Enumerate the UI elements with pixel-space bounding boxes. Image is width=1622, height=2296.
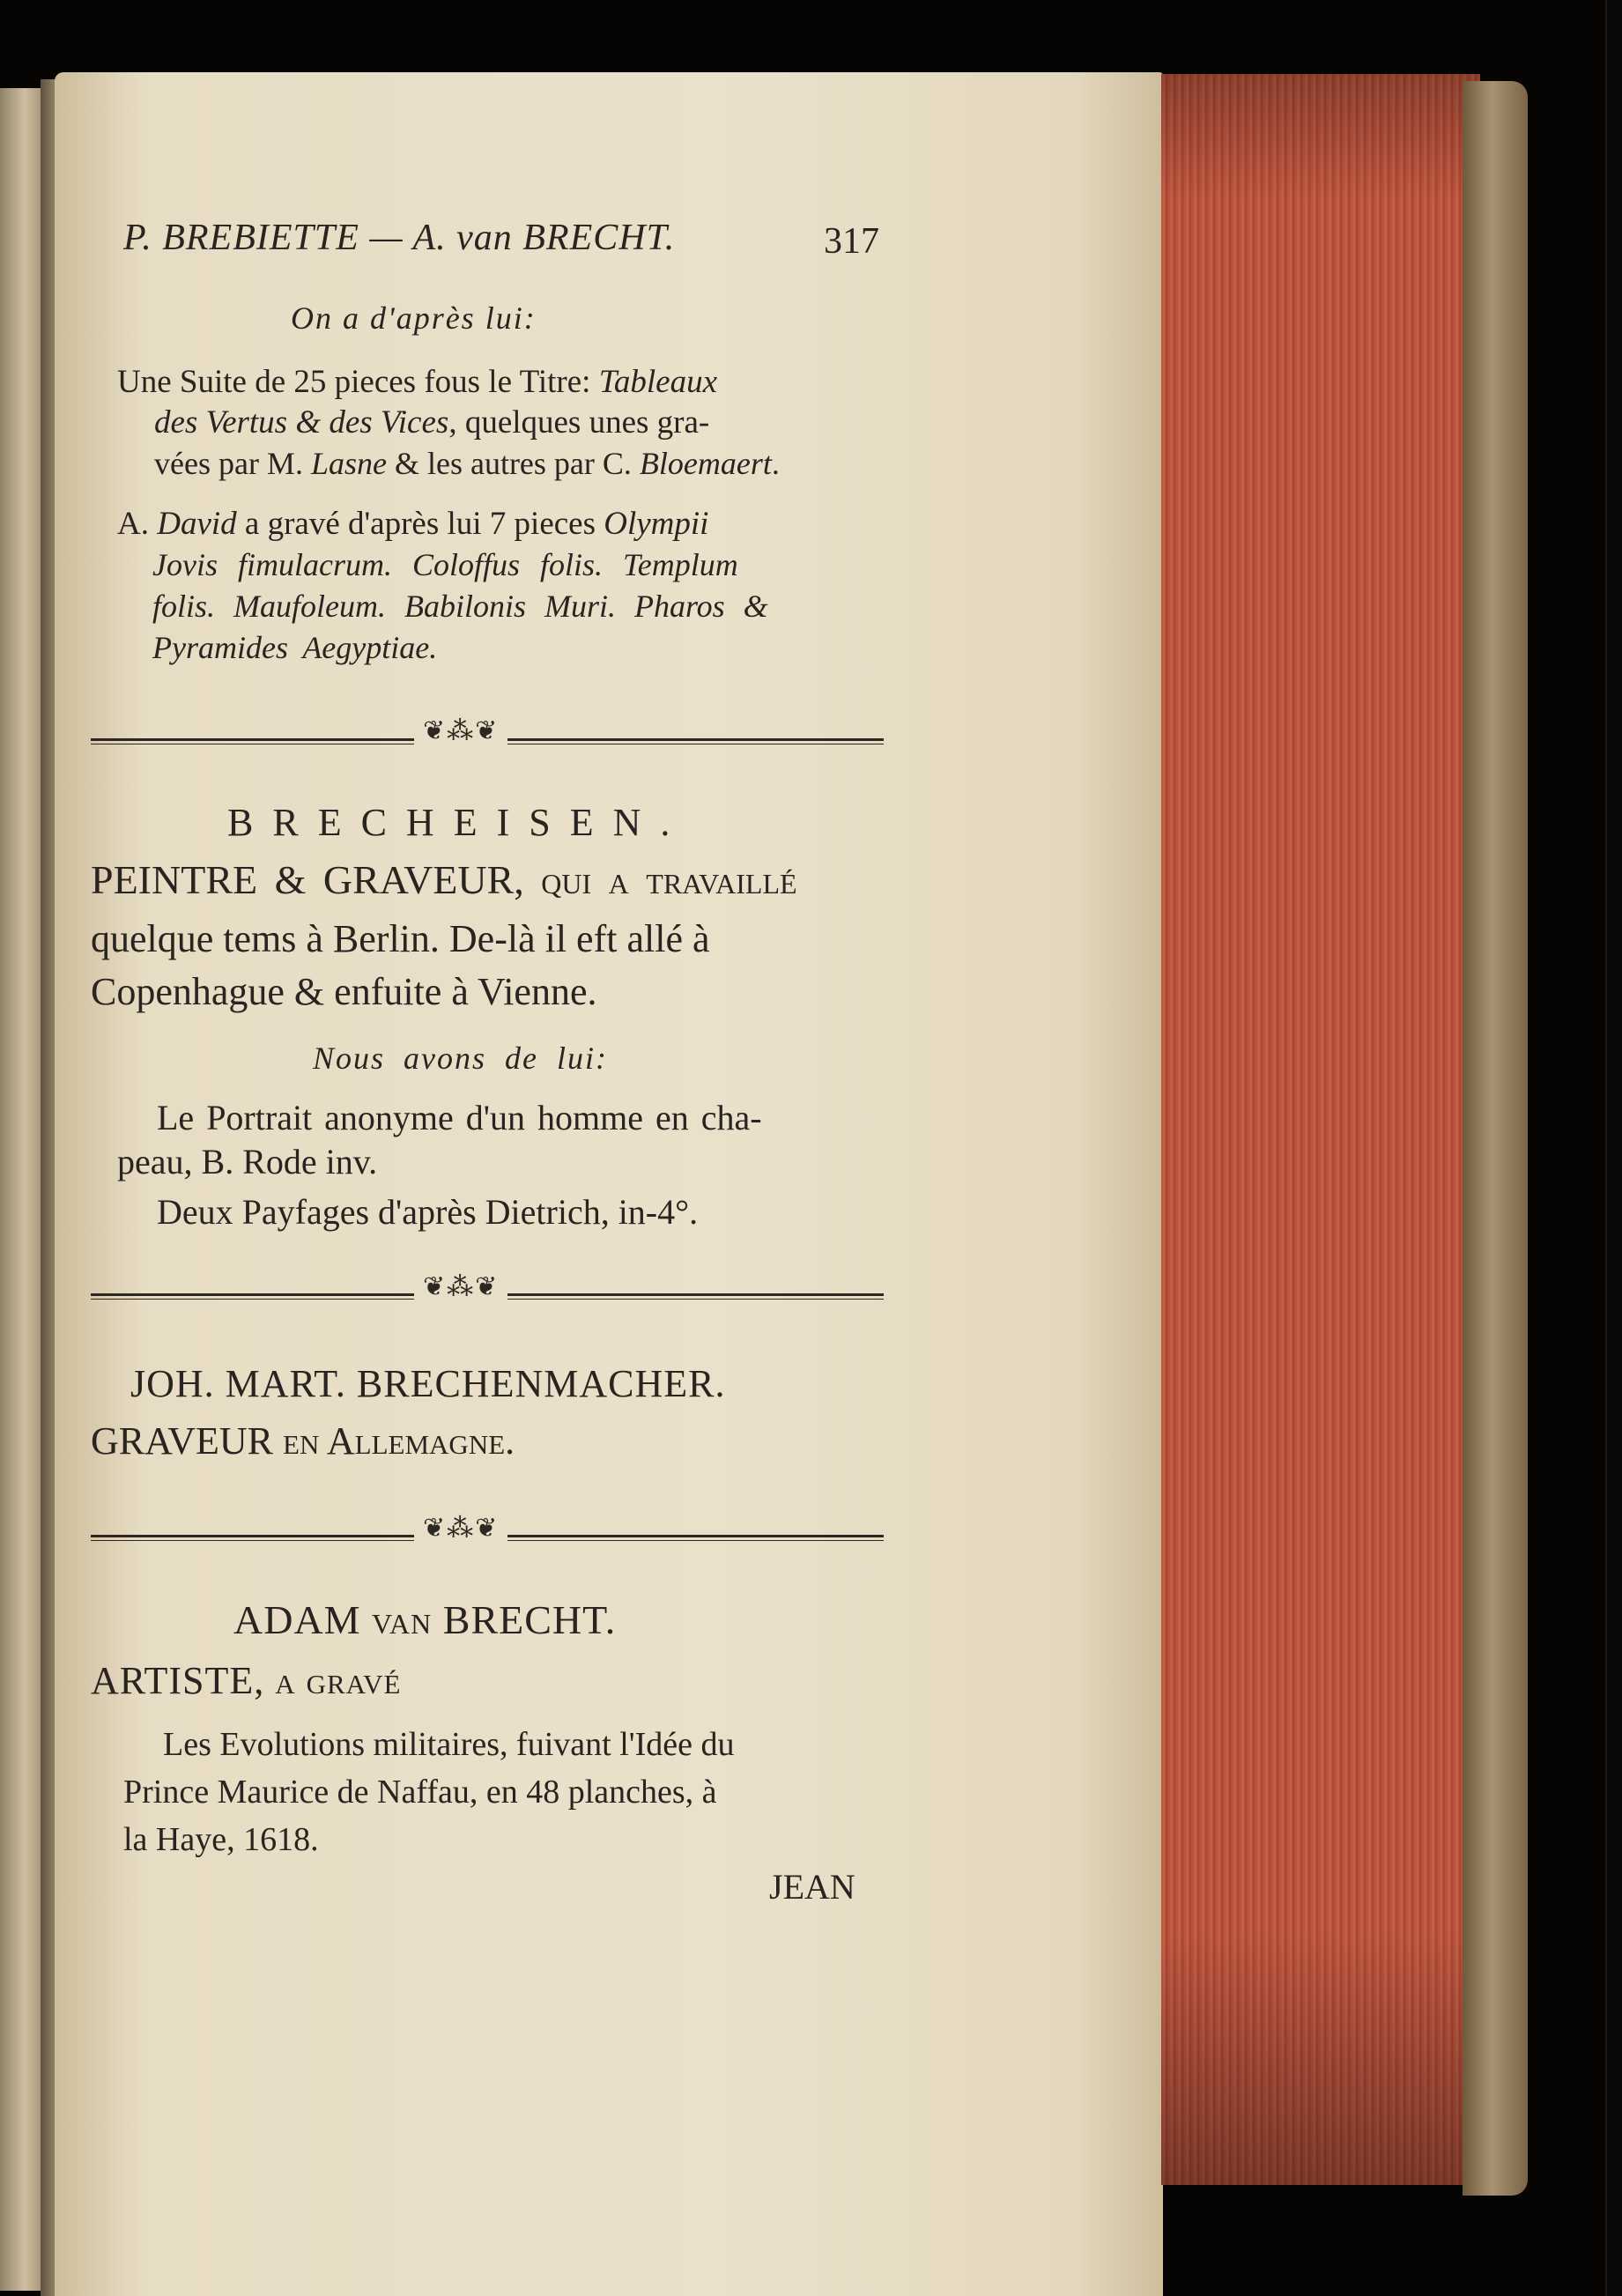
paragraph-line xyxy=(117,505,708,543)
paragraph-line xyxy=(117,363,885,401)
text-run: Une Suite de 25 pieces fous le Titre: xyxy=(117,364,599,400)
text-run: vées par M. xyxy=(154,446,311,481)
rule-ornament-icon: ❦⁂❦ xyxy=(414,1271,507,1302)
text-run: A. xyxy=(117,506,158,542)
work-line: Deux Payfages d'après Dietrich, in-4°. xyxy=(157,1192,699,1232)
page-number: 317 xyxy=(824,221,879,262)
entry-description-line: Copenhague & enfuite à Vienne. xyxy=(91,970,597,1013)
entry-description-line: PEINTRE & GRAVEUR, qui a travaillé xyxy=(91,857,797,902)
italic-run: David xyxy=(157,506,237,542)
work-line: peau, B. Rode inv. xyxy=(117,1142,378,1181)
text-run: & les autres par C. xyxy=(386,446,640,481)
italic-run: des Vertus & des Vices xyxy=(154,404,449,441)
text-run: a gravé d'après lui 7 pieces xyxy=(236,506,604,542)
sub-heading-brebiette: On a d'après lui: xyxy=(291,300,537,336)
entry-title-brecht: ADAM van BRECHT. xyxy=(233,1597,617,1642)
entry-description-line: quelque tems à Berlin. De-là il eft allé à xyxy=(91,917,710,960)
italic-run: Olympii xyxy=(604,506,709,542)
work-line: la Haye, 1618. xyxy=(123,1821,319,1858)
running-header: P. BREBIETTE — A. van BRECHT. xyxy=(123,218,676,258)
rule-ornament-icon: ❦⁂❦ xyxy=(414,1513,507,1544)
text-run: . xyxy=(771,446,780,481)
entry-title-brecheisen: BRECHEISEN. xyxy=(227,801,690,844)
work-line: Le Portrait anonyme d'un homme en cha- xyxy=(157,1098,762,1137)
catchword: JEAN xyxy=(769,1867,855,1907)
scan-border xyxy=(1605,0,1622,2296)
italic-run: Tableaux xyxy=(598,364,718,400)
italic-run: Bloemaert xyxy=(639,446,772,481)
italic-run: Lasne xyxy=(310,446,387,481)
paragraph-line: Pyramides Aegyptiae. xyxy=(152,630,438,665)
text-run: , quelques unes gra- xyxy=(448,404,710,441)
paragraph-line xyxy=(154,404,709,441)
work-line: Prince Maurice de Naffau, en 48 planches, à xyxy=(123,1774,717,1811)
paragraph-line xyxy=(154,445,780,482)
paragraph-line: folis. Maufoleum. Babilonis Muri. Pharos & xyxy=(152,589,768,624)
book-cover-edge xyxy=(1463,81,1528,2196)
fore-edge-shading xyxy=(1161,74,1480,2185)
sub-heading-brecheisen: Nous avons de lui: xyxy=(313,1041,608,1076)
entry-description: GRAVEUR en Allemagne. xyxy=(91,1419,515,1463)
paragraph-line: Jovis fimulacrum. Coloffus folis. Templum xyxy=(152,547,738,582)
entry-description: ARTISTE, a gravé xyxy=(91,1659,402,1702)
work-line: Les Evolutions militaires, fuivant l'Idée du xyxy=(163,1726,735,1763)
entry-title-brechenmacher: JOH. MART. BRECHENMACHER. xyxy=(130,1362,726,1405)
left-page-edge xyxy=(0,88,41,2291)
rule-ornament-icon: ❦⁂❦ xyxy=(414,715,507,746)
